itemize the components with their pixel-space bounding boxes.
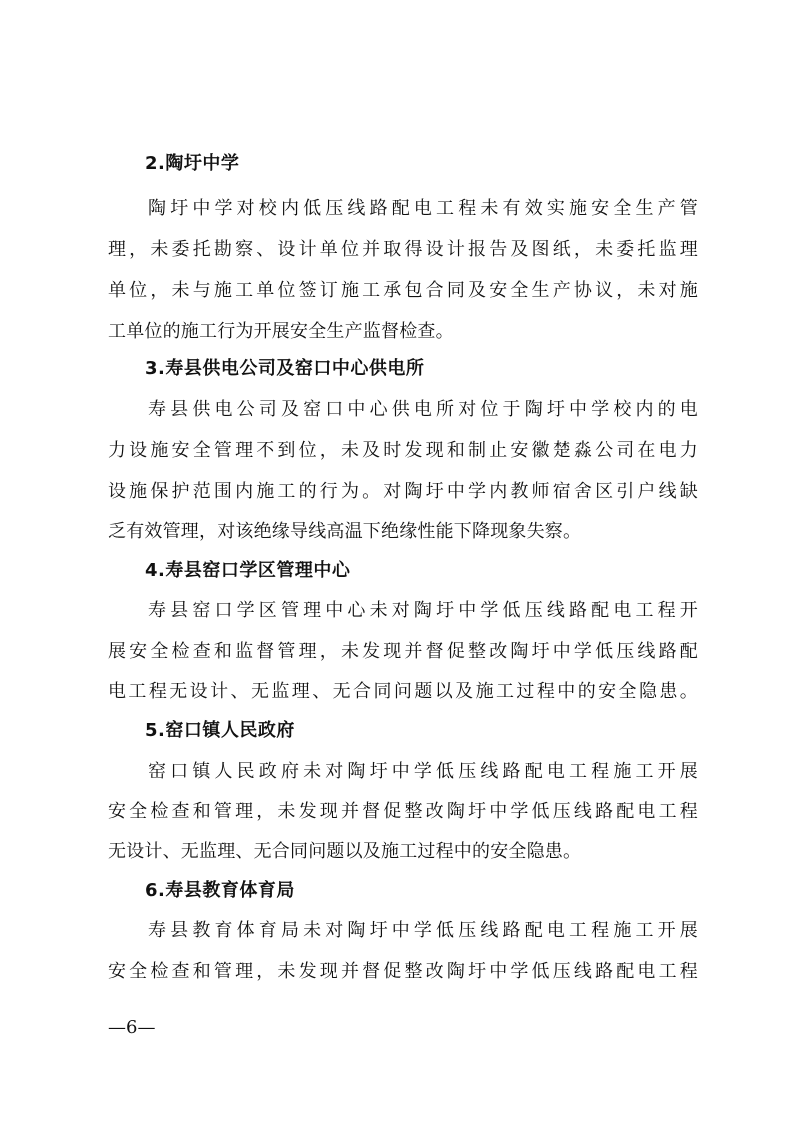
paragraph-line: 寿县供电公司及窑口中心供电所对位于陶圩中学校内的电: [148, 399, 698, 420]
paragraph-line: 工单位的施工行为开展安全生产监督检查。: [108, 321, 454, 342]
paragraph-line: 安全检查和管理，未发现并督促整改陶圩中学低压线路配电工程: [108, 801, 698, 822]
paragraph-line: 窑口镇人民政府未对陶圩中学低压线路配电工程施工开展: [148, 761, 698, 782]
paragraph-line: 无设计、无监理、无合同问题以及施工过程中的安全隐患。: [108, 841, 582, 862]
paragraph-line: 陶圩中学对校内低压线路配电工程未有效实施安全生产管: [148, 198, 698, 219]
paragraph-line: 理，未委托勘察、设计单位并取得设计报告及图纸，未委托监理: [108, 239, 698, 260]
section-heading: 3.寿县供电公司及窑口中心供电所: [145, 358, 425, 379]
paragraph-line: 电工程无设计、无监理、无合同问题以及施工过程中的安全隐患。: [108, 681, 698, 702]
paragraph-line: 乏有效管理，对该绝缘导线高温下绝缘性能下降现象失察。: [108, 521, 582, 542]
paragraph-line: 展安全检查和监督管理，未发现并督促整改陶圩中学低压线路配: [108, 641, 698, 662]
paragraph-line: 设施保护范围内施工的行为。对陶圩中学内教师宿舍区引户线缺: [108, 481, 698, 502]
page-number: —6—: [108, 1017, 156, 1038]
section-heading: 4.寿县窑口学区管理中心: [145, 560, 351, 581]
paragraph-line: 单位，未与施工单位签订施工承包合同及安全生产协议，未对施: [108, 280, 698, 301]
section-heading: 5.窑口镇人民政府: [145, 720, 295, 741]
paragraph-line: 寿县教育体育局未对陶圩中学低压线路配电工程施工开展: [148, 920, 698, 941]
paragraph-line: 安全检查和管理，未发现并督促整改陶圩中学低压线路配电工程: [108, 961, 698, 982]
paragraph-line: 力设施安全管理不到位，未及时发现和制止安徽楚淼公司在电力: [108, 440, 698, 461]
section-heading: 6.寿县教育体育局: [145, 880, 295, 901]
section-heading: 2.陶圩中学: [145, 153, 240, 174]
paragraph-line: 寿县窑口学区管理中心未对陶圩中学低压线路配电工程开: [148, 600, 698, 621]
